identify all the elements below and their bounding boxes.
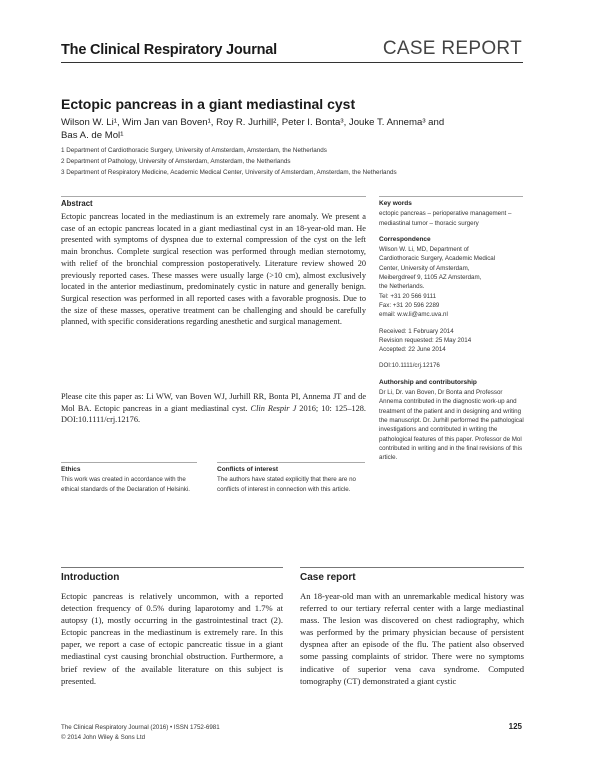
page-footer xyxy=(61,723,220,742)
abstract-heading: Abstract xyxy=(61,199,93,208)
article-title: Ectopic pancreas in a giant mediastinal cyst xyxy=(61,96,356,112)
correspondence-line: Tel: +31 20 566 9111 xyxy=(379,292,437,300)
conflicts-block xyxy=(217,465,367,494)
citation-suffix: 2016; 10: 125–128. DOI:10.1111/crj.12176. xyxy=(61,403,366,425)
date-revision: Revision requested: 25 May 2014 xyxy=(379,336,472,344)
author-line: Bas A. de Mol¹ xyxy=(61,130,124,141)
keywords: ectopic pancreas – perioperative management – mediastinal tumor – thoracic surgery xyxy=(379,210,512,227)
correspondence-line: Fax: +31 20 596 2289 xyxy=(379,301,440,309)
page-number: 125 xyxy=(508,722,522,731)
citation-journal: Clin Respir J xyxy=(250,403,297,413)
footer-copyright: © 2014 John Wiley & Sons Ltd xyxy=(61,733,146,741)
case-report-body: An 18-year-old man with an unremarkable medical history was referred to our tertiary referral center with a large mediastinal mass. The lesion was discovered on chest radiography, which was performed by the primary physician because of persistent dyspnea after an episode of the flu. The patient also observed some passing complaints of stridor. There were no symptoms indicative of superior vena cava syndrome. Computed tomography (CT) demonstrated a giant cystic xyxy=(300,591,524,686)
keywords-divider xyxy=(379,196,523,197)
abstract-divider xyxy=(61,196,366,197)
ethics-heading: Ethics xyxy=(61,466,81,473)
authorship-text: Dr Li, Dr. van Boven, Dr Bonta and Professor Annema contributed in the diagnostic work-up and treatment of the patient and in designing and writing the manuscript. Dr. Jurhill performed the pathological investigations and contributed in writing the pathological features of this paper. Professor de Mol contributed in writing and in the final revisions of this article. xyxy=(379,389,524,462)
authorship-heading: Authorship and contributorship xyxy=(379,378,477,386)
affiliation: 2 Department of Pathology, University of Amsterdam, Amsterdam, the Netherlands xyxy=(61,158,291,165)
doi-link[interactable]: DOI:10.1111/crj.12176 xyxy=(379,362,440,370)
date-accepted: Accepted: 22 June 2014 xyxy=(379,346,446,354)
author-line: Wilson W. Li¹, Wim Jan van Boven¹, Roy R. Jurhill², Peter I. Bonta³, Jouke T. Annema³ and xyxy=(61,117,445,128)
citation-prefix: Please cite this paper as: Li WW, van Boven WJ, Jurhill RR, Bonta PI, Annema JT and de Mol BA. Ectopic pancreas in a giant mediastinal cyst. xyxy=(61,392,366,413)
conflicts-heading: Conflicts of interest xyxy=(217,466,279,473)
date-received: Received: 1 February 2014 xyxy=(379,327,454,335)
keywords-heading: Key words xyxy=(379,200,412,207)
ethics-divider xyxy=(61,462,197,463)
correspondence-heading: Correspondence xyxy=(379,235,431,243)
introduction-divider xyxy=(61,567,283,568)
case-report-divider xyxy=(300,567,524,568)
section-label: CASE REPORT xyxy=(382,38,522,59)
correspondence-line: Wilson W. Li, MD, Department of xyxy=(379,246,469,254)
article-sidebar xyxy=(379,199,525,469)
journal-title: The Clinical Respiratory Journal xyxy=(61,42,277,58)
introduction-body: Ectopic pancreas is relatively uncommon, with a reported detection frequency of 0.5% during laparotomy and 1.7% at autopsy (1), mostly occurring in the gastrointestinal tract (2). Ectopic pancreas in the mediastinum is extremely rare. In this paper, we report a case of ectopic pancreatic tissue in a giant mediastinal cyst causing bronchial obstruction. Furthermore, a brief review of the available literature on this subject is presented. xyxy=(61,591,283,686)
correspondence-email[interactable]: email: w.w.li@amc.uva.nl xyxy=(379,311,448,319)
footer-journal-info: The Clinical Respiratory Journal (2016) • ISSN 1752-6981 xyxy=(61,724,220,731)
correspondence-line: Cardiothoracic Surgery, Academic Medical xyxy=(379,255,496,263)
header-divider xyxy=(61,62,523,63)
correspondence-line: the Netherlands. xyxy=(379,283,425,291)
citation xyxy=(61,391,366,426)
affiliation: 3 Department of Respiratory Medicine, Academic Medical Center, University of Amsterdam, Amsterdam, the Netherlands xyxy=(61,169,397,176)
abstract-body: Ectopic pancreas located in the mediastinum is an extremely rare anomaly. We present a case of an ectopic pancreas located in a giant mediastinal cyst in an 18-year-old man. He presented with symptoms of dyspnea due to external compression of the cyst on the left main bronchus. Complete surgical resection was performed through median sternotomy, with relief of the bronchial compression postoperatively. Literature review showed 20 previously reported cases. These masses were usually large (>10 cm), almost exclusively located in the anterior mediastinum, predominately cystic in nature and generally benign. Surgical resection was performed in all reported cases with a favorable prognosis. Due to the size of these masses, operative treatment can be challenging and should be carefully planned, with specific considerations regarding anesthetic and surgical management. xyxy=(61,212,366,327)
affiliations xyxy=(61,145,521,178)
introduction-heading: Introduction xyxy=(61,572,120,583)
case-report-heading: Case report xyxy=(300,572,356,583)
correspondence-line: Center, University of Amsterdam, xyxy=(379,264,470,272)
affiliation: 1 Department of Cardiothoracic Surgery, University of Amsterdam, Amsterdam, the Netherlands xyxy=(61,147,327,154)
conflicts-text: The authors have stated explicitly that there are no conflicts of interest in connection with this article. xyxy=(217,476,356,493)
conflicts-divider xyxy=(217,462,365,463)
author-list xyxy=(61,116,501,142)
correspondence-line: Meibergdreef 9, 1105 AZ Amsterdam, xyxy=(379,274,482,282)
ethics-text: This work was created in accordance with the ethical standards of the Declaration of Helsinki. xyxy=(61,476,190,493)
ethics-block xyxy=(61,465,197,494)
